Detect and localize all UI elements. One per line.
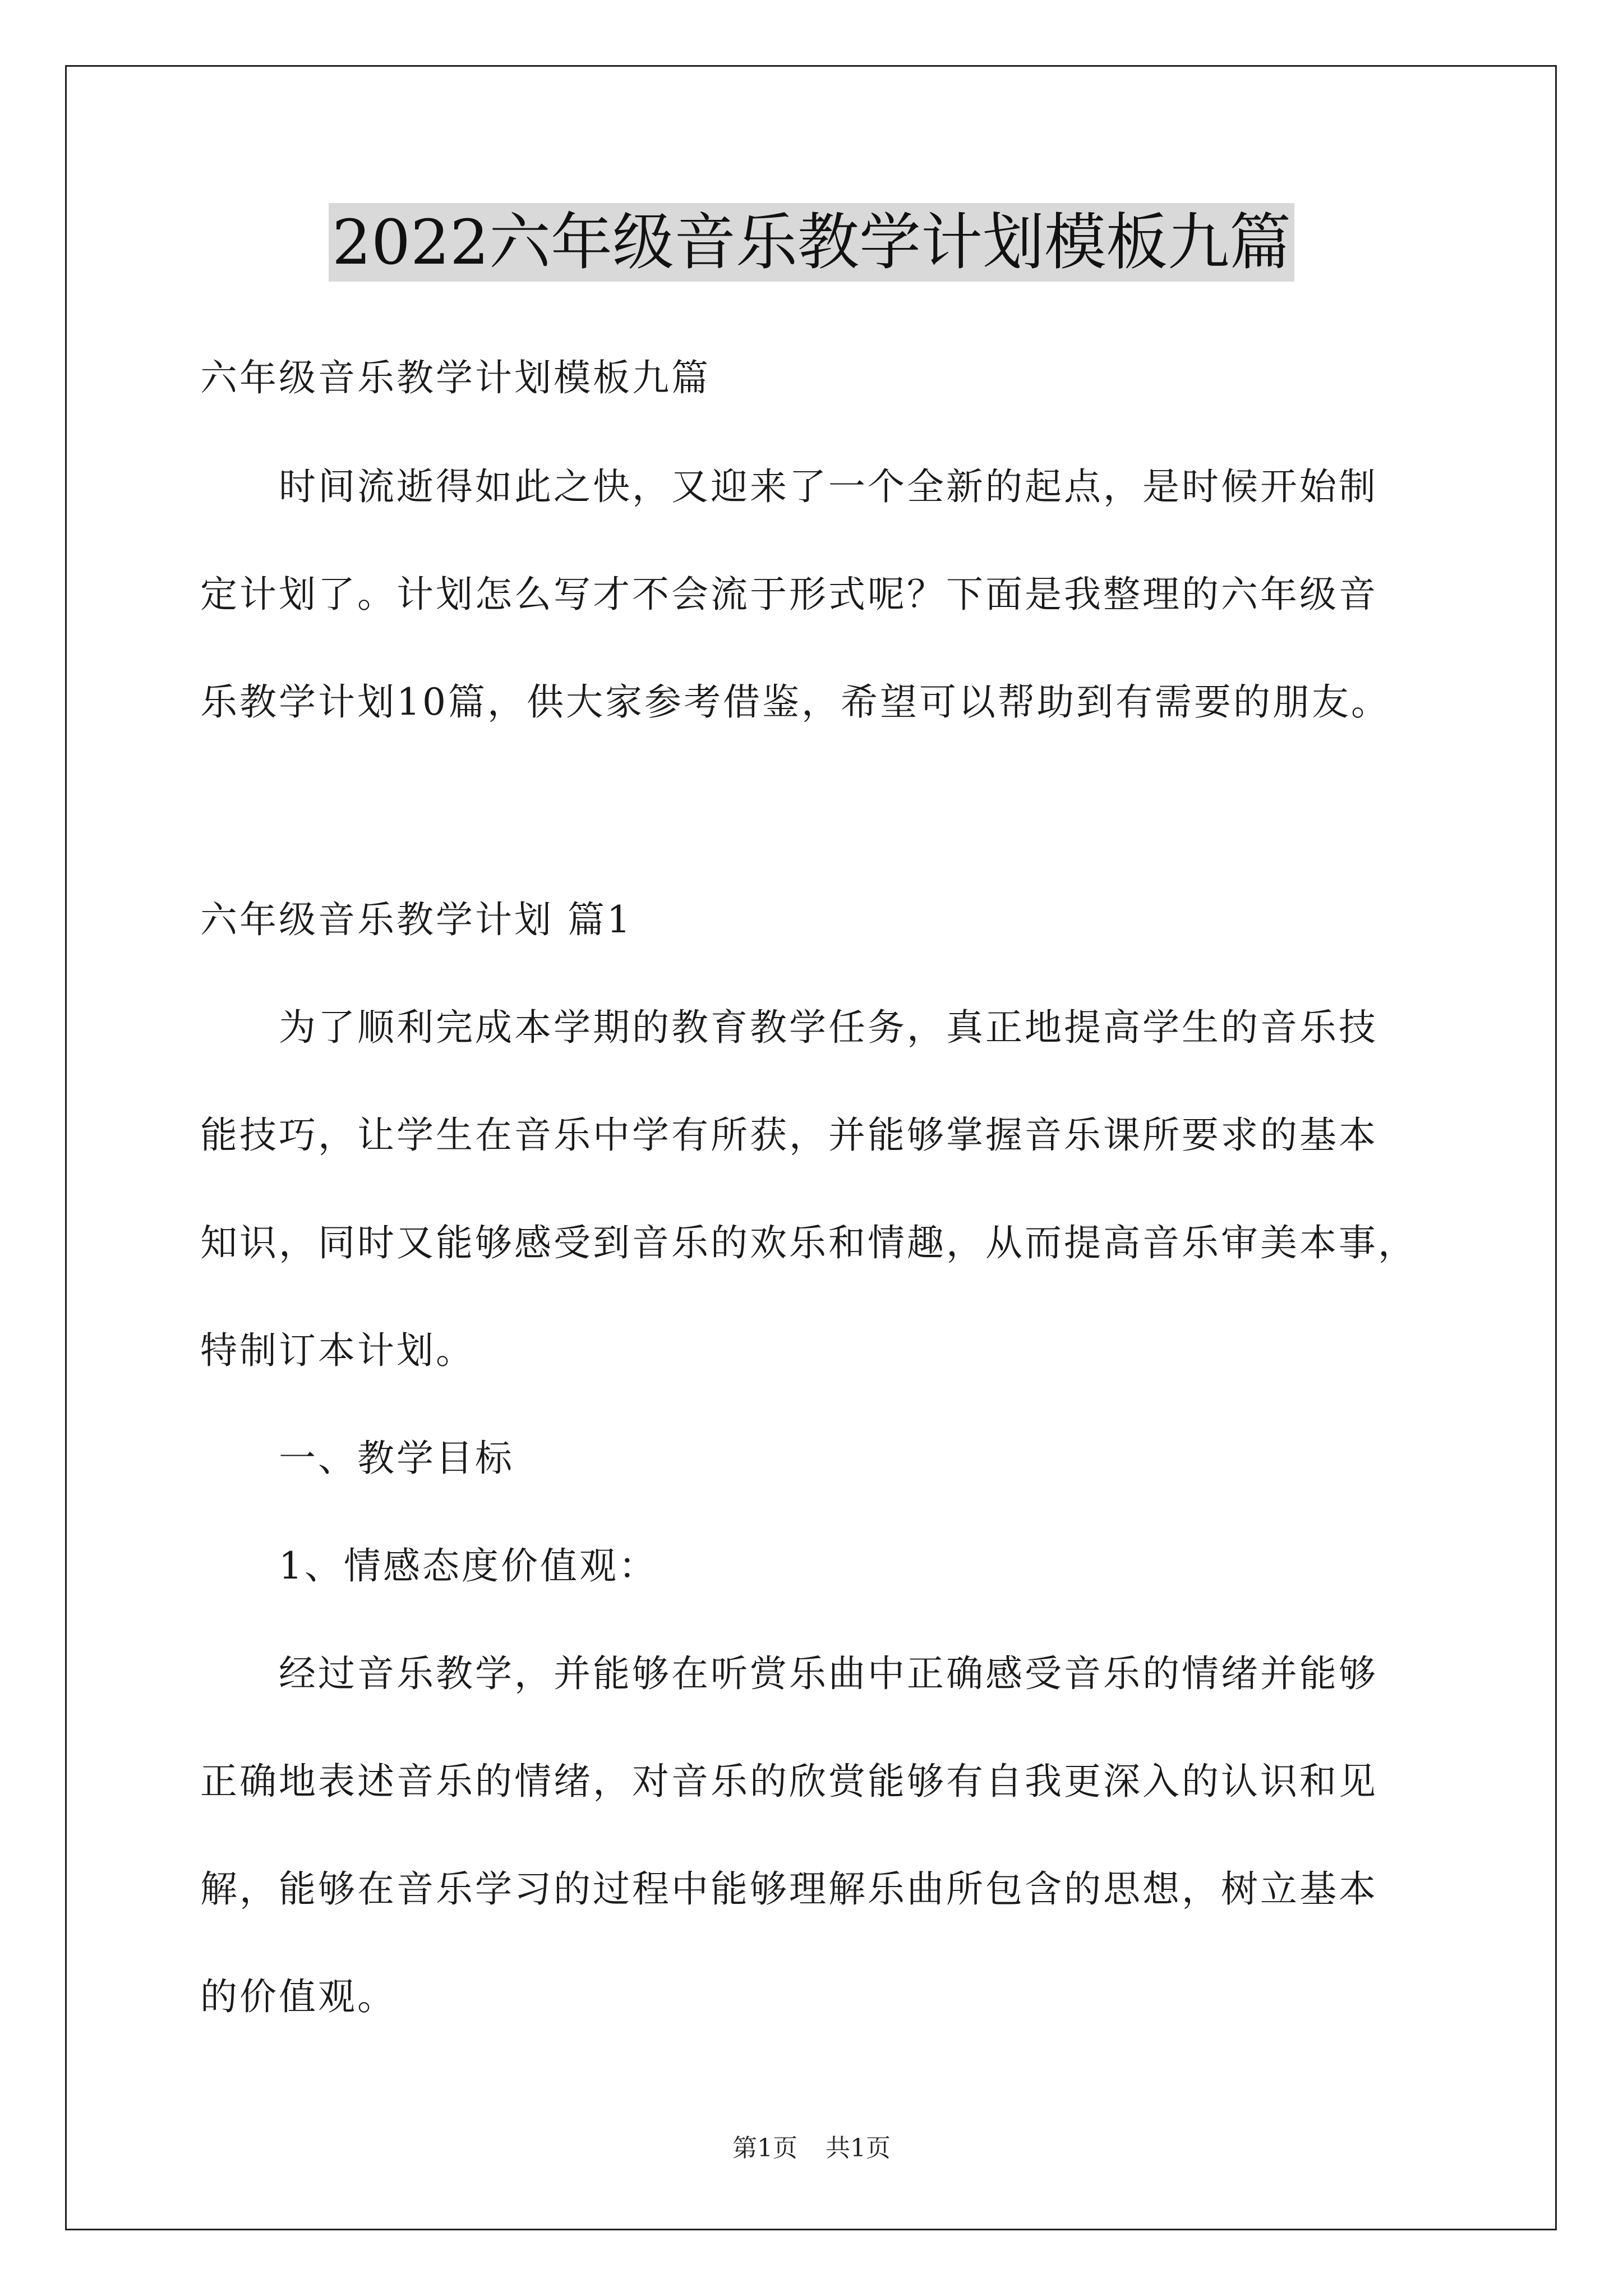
list-item: 1、情感态度价值观： (279, 1544, 658, 1588)
page-footer (0, 2132, 1623, 2165)
body-line: 特制订本计划。 (200, 1329, 475, 1372)
body-line: 知识，同时又能够感受到音乐的欢乐和情趣，从而提高音乐审美本事， (200, 1221, 1417, 1264)
intro-line: 时间流逝得如此之快，又迎来了一个全新的起点，是时候开始制 (279, 465, 1378, 508)
body-line: 正确地表述音乐的情绪，对音乐的欣赏能够有自我更深入的认识和见 (200, 1760, 1378, 1803)
document-title: 2022六年级音乐教学计划模板九篇 (329, 203, 1294, 282)
body-line: 的价值观。 (200, 1975, 396, 2018)
body-line: 为了顺利完成本学期的教育教学任务，真正地提高学生的音乐技 (279, 1006, 1378, 1049)
list-heading: 一、教学目标 (279, 1437, 514, 1480)
body-line: 解，能够在音乐学习的过程中能够理解乐曲所包含的思想，树立基本 (200, 1867, 1378, 1911)
page-total: 共1页 (826, 2134, 891, 2162)
body-line: 能技巧，让学生在音乐中学有所获，并能够掌握音乐课所要求的基本 (200, 1114, 1378, 1157)
body-line: 经过音乐教学，并能够在听赏乐曲中正确感受音乐的情绪并能够 (279, 1652, 1378, 1695)
page-number: 第1页 (732, 2134, 797, 2162)
intro-line: 定计划了。计划怎么写才不会流于形式呢？下面是我整理的六年级音 (200, 573, 1378, 616)
title-container (0, 203, 1623, 282)
section-heading: 六年级音乐教学计划 篇1 (200, 898, 633, 941)
document-subtitle: 六年级音乐教学计划模板九篇 (200, 356, 711, 399)
intro-line: 乐教学计划10篇，供大家参考借鉴，希望可以帮助到有需要的朋友。 (200, 680, 1390, 724)
